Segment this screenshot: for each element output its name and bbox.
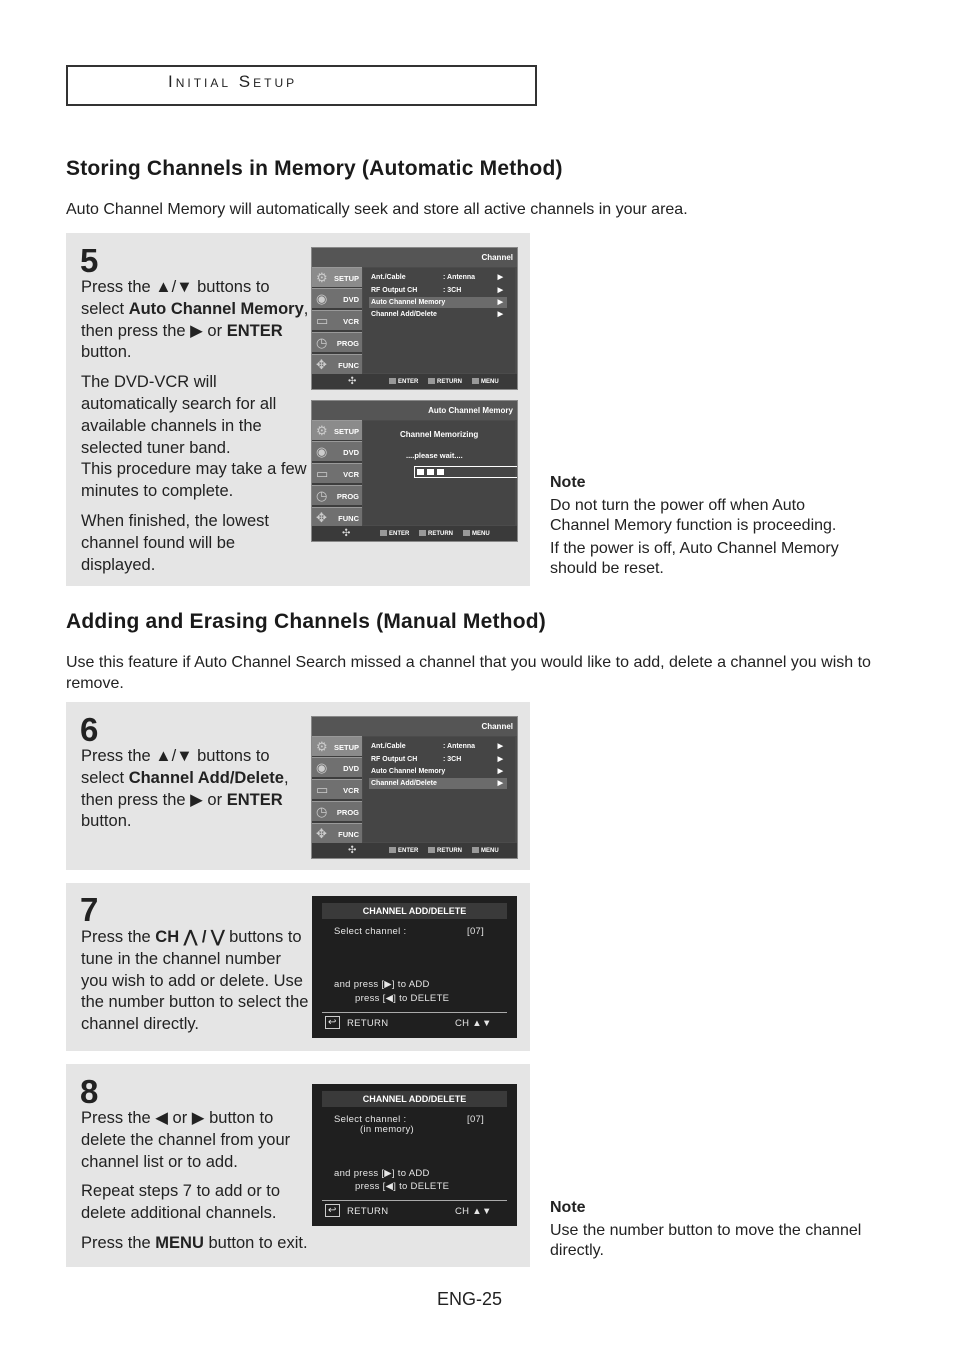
return-icon	[428, 847, 435, 853]
step8-number: 8	[80, 1073, 99, 1110]
osd-side-vcr[interactable]: ▭ VCR	[312, 779, 362, 799]
osd-main	[363, 268, 515, 373]
step5-number: 5	[80, 242, 99, 279]
menu-icon	[463, 530, 470, 536]
return-icon: ↩	[325, 1016, 340, 1029]
section2-title: Adding and Erasing Channels (Manual Method)	[66, 610, 546, 633]
step5-p2: The DVD-VCR will automatically search for all available channels in the selected tuner band.	[81, 373, 277, 457]
return-icon	[419, 530, 426, 536]
note1-title: Note	[550, 474, 586, 491]
osd-row-ant[interactable]: Ant./Cable : Antenna ▶	[371, 274, 503, 281]
step6-p1-b: Channel Add/Delete	[128, 768, 284, 787]
return-icon: ↩	[325, 1204, 340, 1217]
osd-side-menu	[312, 420, 362, 527]
channel-menu-screen	[311, 247, 518, 390]
step8-p3-a: Press the	[81, 1233, 156, 1252]
step5-p1-d: ENTER	[226, 321, 283, 340]
step5-p1-b: Auto Channel Memory	[128, 299, 304, 318]
menu-icon	[472, 847, 479, 853]
arrow-right-icon: ▶	[497, 768, 503, 775]
step5-p1-e: button.	[81, 343, 132, 362]
in-memory-label: (in memory)	[360, 1124, 414, 1135]
return-label[interactable]: RETURN	[347, 1018, 389, 1029]
osd-row-auto[interactable]: Auto Channel Memory ▶	[369, 297, 507, 308]
note1-text	[550, 496, 860, 582]
osd-top-bar	[312, 401, 517, 420]
memory-progress-bar	[414, 466, 518, 478]
arrow-right-icon: ▶	[497, 756, 503, 763]
tape-icon: ▭	[316, 782, 329, 797]
progress-segment	[437, 469, 444, 475]
move-icon: ✣	[348, 845, 357, 856]
clock-icon: ◷	[316, 488, 328, 503]
osd-row-auto[interactable]: Auto Channel Memory ▶	[371, 768, 503, 775]
note2-text	[550, 1221, 880, 1264]
note2-p1: Use the number button to move the channel directly.	[550, 1222, 862, 1259]
return-icon	[428, 378, 435, 384]
osd-side-vcr[interactable]: ▭ VCR	[312, 310, 362, 330]
osd-row-rf[interactable]: RF Output CH : 3CH ▶	[371, 756, 503, 763]
gear-icon: ⚙	[316, 423, 328, 438]
add-instruction: and press [▶] to ADD	[334, 1168, 430, 1179]
step5-p1-a: Press the ▲/▼ buttons to select	[81, 278, 270, 318]
osd-top-bar	[312, 717, 517, 736]
osd-side-func[interactable]: ✥ FUNC	[312, 823, 362, 843]
step8-p3-b: MENU	[155, 1233, 204, 1252]
step6-p1-e: button.	[81, 812, 132, 831]
osd-row-adddel[interactable]: Channel Add/Delete ▶	[369, 778, 507, 789]
ch-label[interactable]: CH ▲▼	[455, 1018, 492, 1029]
osd-side-menu	[312, 736, 362, 844]
arrow-right-icon: ▶	[497, 287, 503, 294]
progress-segment	[427, 469, 434, 475]
delete-instruction: press [◀] to DELETE	[355, 993, 450, 1004]
divider	[322, 1012, 507, 1013]
progress-segment	[417, 469, 424, 475]
delete-instruction: press [◀] to DELETE	[355, 1181, 450, 1192]
step8-p2: Repeat steps 7 to add or to delete additional channels.	[81, 1182, 281, 1223]
disc-icon: ◉	[316, 291, 328, 306]
adddel-screen	[312, 896, 517, 1038]
step7-p1-c: buttons to tune in the channel number you wish to add or delete. Use the number button to select the channel directly.	[81, 928, 309, 1034]
step6-p1-c: , then press the ▶ or	[81, 768, 289, 809]
tools-icon: ✥	[316, 510, 327, 525]
arrow-right-icon: ▶	[497, 311, 503, 318]
osd-side-dvd[interactable]: ◉ DVD	[312, 288, 362, 308]
step8-text	[81, 1108, 309, 1263]
osd-side-menu	[312, 267, 362, 375]
osd-return-button[interactable]: RETURN	[428, 378, 462, 385]
step5-p3: This procedure may take a few minutes to complete.	[81, 460, 307, 501]
step7-number: 7	[80, 891, 99, 928]
arrow-right-icon: ▶	[497, 780, 503, 787]
step6-number: 6	[80, 711, 99, 748]
adddel-title: CHANNEL ADD/DELETE	[322, 903, 507, 919]
osd-bottom-bar	[312, 843, 517, 858]
osd-side-prog[interactable]: ◷ PROG	[312, 485, 362, 505]
disc-icon: ◉	[316, 760, 328, 775]
step5-text	[81, 277, 309, 584]
osd-top-bar	[312, 248, 517, 267]
adddel-title: CHANNEL ADD/DELETE	[322, 1091, 507, 1107]
clock-icon: ◷	[316, 804, 328, 819]
tools-icon: ✥	[316, 357, 327, 372]
tape-icon: ▭	[316, 466, 329, 481]
auto-memory-screen	[311, 400, 518, 542]
move-icon: ✣	[342, 528, 351, 539]
osd-side-setup[interactable]: ⚙ SETUP	[312, 420, 362, 440]
osd-side-dvd[interactable]: ◉ DVD	[312, 441, 362, 461]
osd-row-rf[interactable]: RF Output CH : 3CH ▶	[371, 287, 503, 294]
step6-p1-d: ENTER	[226, 790, 283, 809]
osd-side-func[interactable]: ✥ FUNC	[312, 354, 362, 374]
osd-menu-button[interactable]: MENU	[472, 378, 499, 385]
disc-icon: ◉	[316, 444, 328, 459]
move-icon: ✣	[348, 376, 357, 387]
enter-icon	[389, 847, 396, 853]
osd-bottom-bar	[312, 526, 517, 541]
page-number: ENG-25	[437, 1289, 503, 1309]
step8-p1: Press the ◀ or ▶ button to delete the channel from your channel list or to add.	[81, 1109, 291, 1171]
step7-p1-a: Press the	[81, 928, 156, 946]
section1-intro: Auto Channel Memory will automatically seek and store all active channels in your area.	[66, 201, 688, 218]
osd-return-button[interactable]: RETURN	[419, 530, 453, 537]
note1-p2: If the power is off, Auto Channel Memory should be reset.	[550, 540, 839, 577]
osd-title: Channel	[481, 253, 513, 262]
enter-icon	[380, 530, 387, 536]
clock-icon: ◷	[316, 335, 328, 350]
add-instruction: and press [▶] to ADD	[334, 979, 430, 990]
divider	[322, 1200, 507, 1201]
step8-p3-c: button to exit.	[203, 1233, 308, 1252]
step5-p4: When finished, the lowest channel found will be displayed.	[81, 511, 270, 574]
osd-enter-button[interactable]: ENTER	[389, 847, 418, 854]
step7-p1-b: CH ⋀ / ⋁	[155, 928, 225, 946]
osd-row-adddel[interactable]: Channel Add/Delete ▶	[371, 311, 503, 318]
osd-side-setup[interactable]: ⚙ SETUP	[312, 736, 362, 756]
gear-icon: ⚙	[316, 739, 328, 754]
osd-menu-button[interactable]: MENU	[463, 530, 490, 537]
osd-enter-button[interactable]: ENTER	[389, 378, 418, 385]
select-channel-value[interactable]: [07]	[467, 926, 485, 937]
arrow-right-icon: ▶	[497, 274, 503, 281]
select-channel-label: Select channel :	[334, 1114, 407, 1125]
osd-side-dvd[interactable]: ◉ DVD	[312, 757, 362, 777]
select-channel-value[interactable]: [07]	[467, 1114, 485, 1125]
osd-side-vcr[interactable]: ▭ VCR	[312, 463, 362, 483]
osd-side-prog[interactable]: ◷ PROG	[312, 332, 362, 352]
note2-title: Note	[550, 1199, 586, 1216]
osd-main	[363, 737, 515, 842]
osd-side-func[interactable]: ✥ FUNC	[312, 507, 362, 527]
tools-icon: ✥	[316, 826, 327, 841]
osd-side-setup[interactable]: ⚙ SETUP	[312, 267, 362, 287]
channel-menu-screen-adddel	[311, 716, 518, 859]
arrow-right-icon: ▶	[497, 743, 503, 750]
step5-p1-c: , then press the ▶ or	[81, 299, 309, 340]
section1-title: Storing Channels in Memory (Automatic Method)	[66, 157, 563, 180]
osd-main	[363, 421, 515, 525]
step7-text	[81, 927, 309, 1044]
please-wait-label: ....please wait....	[406, 451, 463, 460]
header-box	[66, 65, 537, 106]
osd-bottom-bar	[312, 374, 517, 389]
arrow-right-icon: ▶	[497, 299, 503, 306]
section2-intro: Use this feature if Auto Channel Search missed a channel that you would like to add, delete a channel you wish to remove.	[66, 654, 871, 692]
ch-label[interactable]: CH ▲▼	[455, 1206, 492, 1217]
note1-p1: Do not turn the power off when Auto Channel Memory function is proceeding.	[550, 497, 837, 534]
osd-return-button[interactable]: RETURN	[428, 847, 462, 854]
osd-enter-button[interactable]: ENTER	[380, 530, 409, 537]
header-title: Initial Setup	[168, 72, 298, 91]
osd-row-ant[interactable]: Ant./Cable : Antenna ▶	[371, 743, 503, 750]
osd-title: Channel	[481, 722, 513, 731]
gear-icon: ⚙	[316, 270, 328, 285]
memorizing-label: Channel Memorizing	[400, 430, 479, 439]
osd-side-prog[interactable]: ◷ PROG	[312, 801, 362, 821]
tape-icon: ▭	[316, 313, 329, 328]
return-label[interactable]: RETURN	[347, 1206, 389, 1217]
adddel-screen-memory	[312, 1084, 517, 1226]
osd-menu-button[interactable]: MENU	[472, 847, 499, 854]
select-channel-label: Select channel :	[334, 926, 407, 937]
osd-title: Auto Channel Memory	[428, 406, 513, 415]
menu-icon	[472, 378, 479, 384]
step6-text	[81, 746, 309, 841]
enter-icon	[389, 378, 396, 384]
step6-p1-a: Press the ▲/▼ buttons to select	[81, 747, 270, 787]
